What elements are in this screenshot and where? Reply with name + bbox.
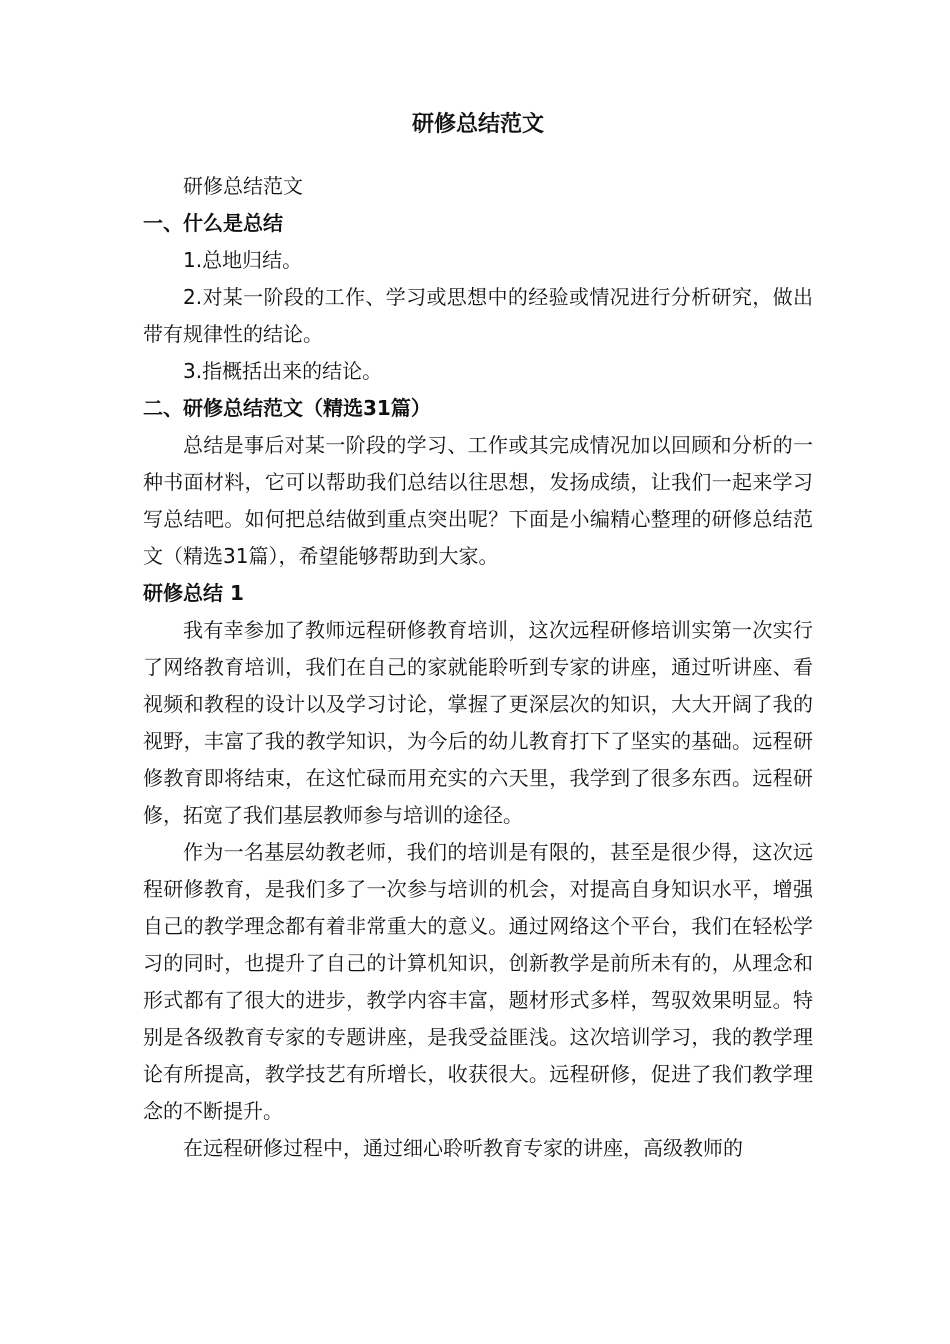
document-subtitle: 研修总结范文: [183, 174, 303, 198]
summary-paragraph: 我有幸参加了教师远程研修教育培训，这次远程研修培训实第一次实行了网络教育培训，我们在自己的家就能聆听到专家的讲座，通过听讲座、看视频和教程的设计以及学习讨论，掌握了更深层次的知识，大大开阔了我的视野，丰富了我的教学知识，为今后的幼儿教育打下了坚实的基础。远程研修教育即将结束，在这忙碌而用充实的六天里，我学到了很多东西。远程研修，拓宽了我们基层教师参与培训的途径。: [143, 618, 813, 827]
document-content: [143, 110, 813, 1167]
definition-item: 1.总地归结。: [183, 248, 303, 272]
intro-paragraph: 总结是事后对某一阶段的学习、工作或其完成情况加以回顾和分析的一种书面材料，它可以帮助我们总结以往思想，发扬成绩，让我们一起来学习写总结吧。如何把总结做到重点突出呢？下面是小编精心整理的研修总结范文（精选31篇），希望能够帮助到大家。: [143, 433, 813, 568]
summary-heading-1: 研修总结 1: [143, 581, 244, 605]
definition-item: 3.指概括出来的结论。: [183, 359, 383, 383]
document-title: 研修总结范文: [411, 112, 544, 137]
section-heading-examples: 二、研修总结范文（精选31篇）: [143, 396, 431, 420]
definition-item: 2.对某一阶段的工作、学习或思想中的经验或情况进行分析研究，做出带有规律性的结论。: [143, 285, 813, 346]
summary-paragraph: 作为一名基层幼教老师，我们的培训是有限的，甚至是很少得，这次远程研修教育，是我们多了一次参与培训的机会，对提高自身知识水平，增强自己的教学理念都有着非常重大的意义。通过网络这个平台，我们在轻松学习的同时，也提升了自己的计算机知识，创新教学是前所未有的，从理念和形式都有了很大的进步，教学内容丰富，题材形式多样，驾驭效果明显。特别是各级教育专家的专题讲座，是我受益匪浅。这次培训学习，我的教学理论有所提高，教学技艺有所增长，收获很大。远程研修，促进了我们教学理念的不断提升。: [143, 840, 813, 1123]
section-heading-what-is-summary: 一、什么是总结: [143, 211, 283, 235]
summary-paragraph: 在远程研修过程中，通过细心聆听教育专家的讲座，高级教师的: [183, 1136, 743, 1160]
